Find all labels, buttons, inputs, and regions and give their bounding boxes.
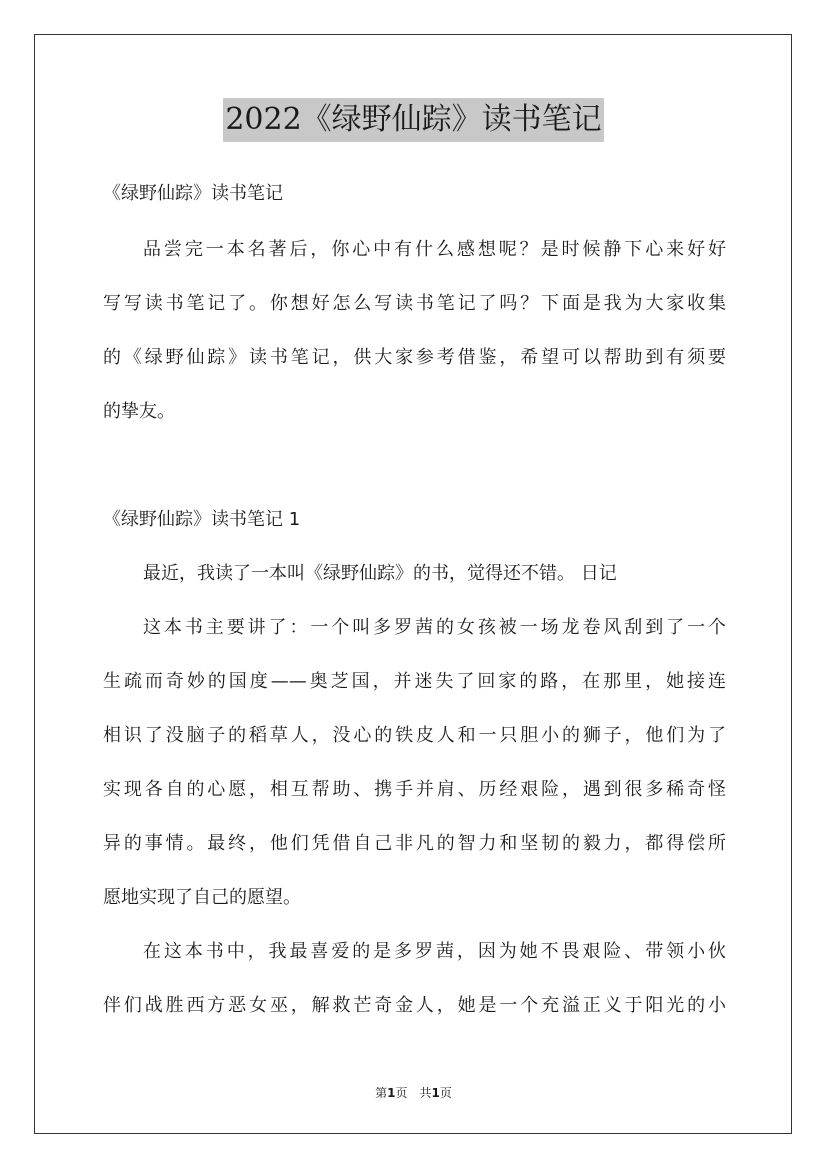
intro-line: 品尝完一本名著后，你心中有什么感想呢？是时候静下心来好好 xyxy=(143,239,726,260)
footer-mid: 页 共 xyxy=(395,1086,432,1100)
intro-line: 写写读书笔记了。你想好怎么写读书笔记了吗？下面是我为大家收集 xyxy=(103,293,726,314)
footer-page-number: 1 xyxy=(387,1086,396,1100)
footer-total-pages: 1 xyxy=(431,1086,440,1100)
document-title: 2022《绿野仙踪》读书笔记 xyxy=(223,98,603,142)
paragraph-line: 伴们战胜西方恶女巫，解救芒奇金人，她是一个充溢正义于阳光的小 xyxy=(103,995,726,1016)
footer-prefix: 第 xyxy=(375,1086,388,1100)
footer-suffix: 页 xyxy=(439,1086,452,1100)
paragraph-line: 异的事情。最终，他们凭借自己非凡的智力和坚韧的毅力，都得偿所 xyxy=(103,833,726,854)
paragraph-line: 在这本书中，我最喜爱的是多罗茜，因为她不畏艰险、带领小伙 xyxy=(143,941,726,962)
paragraph-line: 这本书主要讲了：一个叫多罗茜的女孩被一场龙卷风刮到了一个 xyxy=(143,617,726,638)
paragraph-line: 实现各自的心愿，相互帮助、携手并肩、历经艰险，遇到很多稀奇怪 xyxy=(103,779,726,800)
section-heading: 《绿野仙踪》读书笔记 1 xyxy=(103,509,301,530)
title-container xyxy=(0,98,827,142)
paragraph-line: 相识了没脑子的稻草人，没心的铁皮人和一只胆小的狮子，他们为了 xyxy=(103,725,726,746)
intro-line: 的挚友。 xyxy=(103,401,175,422)
paragraph-line: 愿地实现了自己的愿望。 xyxy=(103,887,301,908)
document-subtitle: 《绿野仙踪》读书笔记 xyxy=(103,183,283,204)
page-footer xyxy=(0,1085,827,1101)
paragraph-line: 生疏而奇妙的国度——奥芝国，并迷失了回家的路，在那里，她接连 xyxy=(103,671,726,692)
paragraph-line: 最近，我读了一本叫《绿野仙踪》的书，觉得还不错。 日记 xyxy=(143,563,617,584)
intro-line: 的《绿野仙踪》读书笔记，供大家参考借鉴，希望可以帮助到有须要 xyxy=(103,347,726,368)
